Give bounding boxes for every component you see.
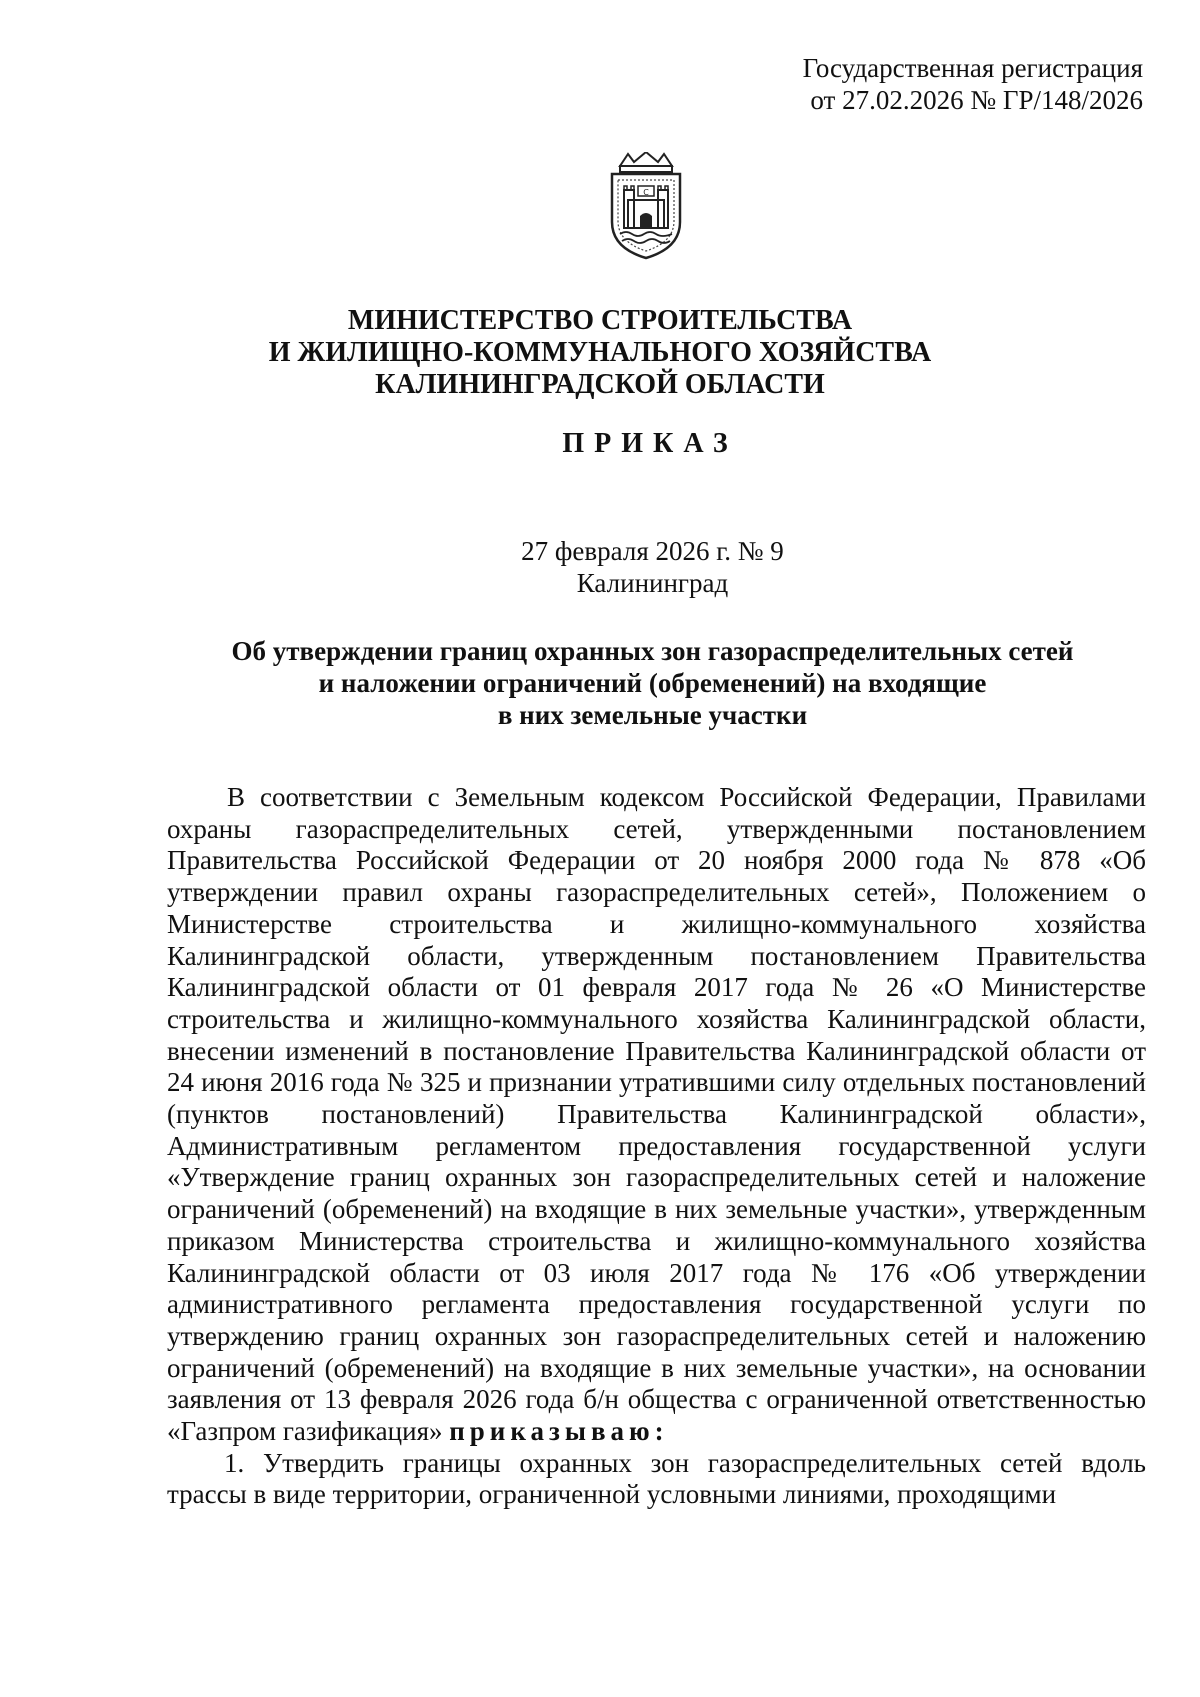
document-dateline [0,535,1200,599]
ministry-line-3: КАЛИНИНГРАДСКОЙ ОБЛАСТИ [375,369,825,400]
registration-line-1: Государственная регистрация [802,53,1143,83]
document-body [167,782,1146,1511]
preamble-text: В соответствии с Земельным кодексом Российской Федерации, Правилами охраны газораспределительных сетей, утвержденными постановлением Правительства Российской Федерации от 20 ноября 2000 года № 878 «Об утверждении правил охраны газораспределительных сетей», Положением о Министерстве строительства и жилищно-коммунального хозяйства Калининградской области, утвержденным постановлением Правительства Калининградской области от 01 февраля 2017 года № 26 «О Министерстве строительства и жилищно-коммунального хозяйства Калининградской области, внесении изменений в постановление Правительства Калининградской области от 24 июня 2016 года № 325 и признании утратившими силу отдельных постановлений (пунктов постановлений) Правительства Калининградской области», Административным регламентом предоставления государственной услуги «Утверждение границ охранных зон газораспределительных сетей и наложение ограничений (обременений) на входящие в них земельные участки», утвержденным приказом Министерства строительства и жилищно-коммунального хозяйства Калининградской области от 03 июля 2017 года № 176 «Об утверждении административного регламента предоставления государственной услуги по утверждению границ охранных зон газораспределительных сетей и наложению ограничений (обременений) на входящие в них земельные участки», на основании заявления от 13 февраля 2026 года б/н общества с ограниченной ответственностью «Газпром газификация» [167,782,1146,1447]
ministry-line-2: И ЖИЛИЩНО-КОММУНАЛЬНОГО ХОЗЯЙСТВА [268,337,932,368]
subject-line-2: и наложении ограничений (обременений) на входящие [318,668,987,698]
document-city: Калининград [576,568,729,598]
kaliningrad-coat-of-arms-icon [600,152,692,260]
svg-text:C: C [643,188,649,197]
registration-line-2: от 27.02.2026 № ГР/148/2026 [810,85,1143,115]
subject-line-1: Об утверждении границ охранных зон газораспределительных сетей [231,636,1074,666]
order-word: приказываю: [449,1416,669,1447]
preamble-paragraph [167,782,1146,1448]
document-subject [0,635,1200,731]
document-type-title: ПРИКАЗ [562,428,738,459]
subject-line-3: в них земельные участки [497,700,808,730]
registration-stamp [803,52,1143,116]
ministry-name [0,305,1200,401]
document-date-number: 27 февраля 2026 г. № 9 [521,536,784,566]
ministry-line-1: МИНИСТЕРСТВО СТРОИТЕЛЬСТВА [347,305,853,336]
order-item-1: 1. Утвердить границы охранных зон газораспределительных сетей вдоль трассы в виде территории, ограниченной условными линиями, проходящими [167,1447,1146,1510]
